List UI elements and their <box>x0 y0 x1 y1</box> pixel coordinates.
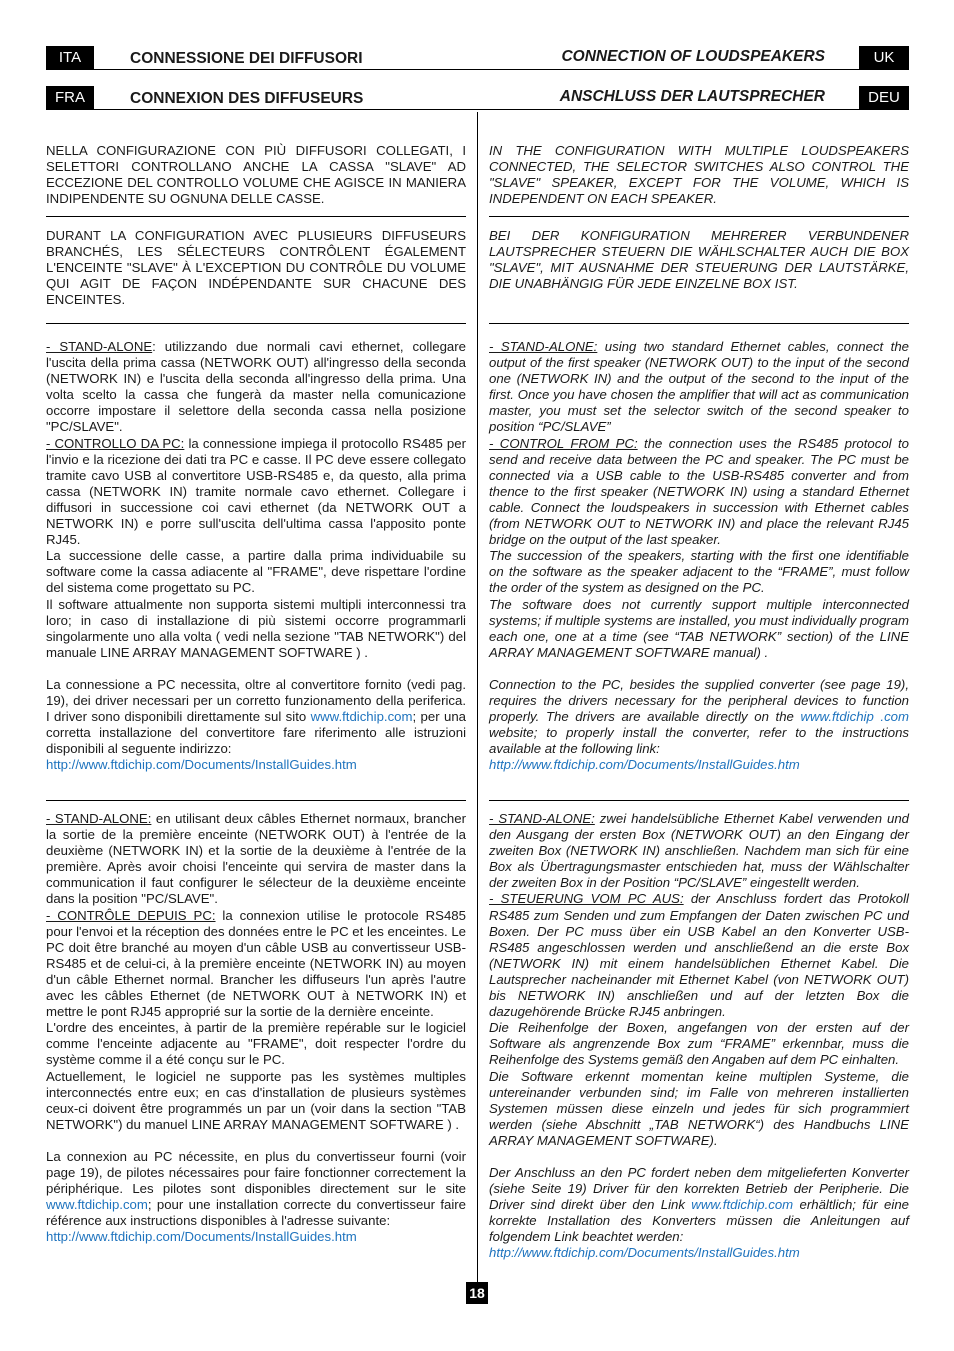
fra-drivers <box>46 1149 466 1229</box>
ita-standalone <box>46 339 466 436</box>
uk-standalone <box>489 339 909 436</box>
ita-body <box>46 339 466 773</box>
uk-multi-text: The software does not currently support multiple interconnected systems; if multiple systems are installed, you must individually program each one, one at a time (see “TAB NETWORK” section) of the LINE ARRAY MANAGEMENT SOFTWARE manual) . <box>489 596 909 660</box>
spacer <box>46 661 466 677</box>
fra-pc-control <box>46 908 466 1021</box>
ita-drivers <box>46 677 466 757</box>
deu-pc-control <box>489 891 909 1020</box>
uk-drivers <box>489 677 909 757</box>
fra-multi-text: Actuellement, le logiciel ne supporte pas les systèmes multiples interconnectés entre eux; en cas d'installation de plusieurs systèmes ceux-ci doivent être programmés un par un (voir dans la section "TAB NETWORK") du manuel LINE ARRAY MANAGEMENT SOFTWARE ) . <box>46 1068 466 1132</box>
uk-site-link[interactable]: www.ftdichip .com <box>800 709 909 725</box>
column-divider <box>477 112 478 1302</box>
ita-pc-text: la connessione impiega il protocollo RS485 per l'invio e la ricezione dei dati tra PC e casse. Il PC deve essere collegato tramite cavo USB al convertitore USB-RS485 e, da questo, alla prima cassa (NETWORK IN) tramite normale cavo ethernet. Collegare i diffusori in successione coi cavi ethernet (da NETWORK OUT a NETWORK IN) e porre sull'uscita dell'ultima cassa l'apposito ponte RJ45. <box>46 435 466 548</box>
uk-intro-text: IN THE CONFIGURATION WITH MULTIPLE LOUDSPEAKERS CONNECTED, THE SELECTOR SWITCHES ALSO CONTROL THE "SLAVE" SPEAKER, EXCEPT FOR THE VOLUME, WHICH IS INDEPENDENT ON EACH SPEAKER. <box>489 143 909 207</box>
deu-standalone-text: zwei handelsübliche Ethernet Kabel verwenden und den Ausgang der ersten Box (NETWORK OUT) an den Eingang der zweiten Box (NETWORK IN) anschließen. Nachdem man sich für eine Box als Übertragungsmaster entschieden hat, muss der Wählschalter der zweiten Box in der Position “PC/SLAVE” eingestellt werden. <box>489 811 909 891</box>
uk-standalone-label: - STAND-ALONE: <box>489 339 598 354</box>
ita-pc-label: - CONTROLLO DA PC: <box>46 435 185 451</box>
deu-multi-text: Die Software erkennt momentan keine multiplen Systeme, die untereinander verbunden sind; im Falle von mehreren installierten Systemen müssen diese einzeln und jedes für sich programmiert werden (siehe Abschnitt „TAB NETWORK“) des Handbuchs LINE ARRAY MANAGEMENT SOFTWARE). <box>489 1068 909 1148</box>
fra-standalone-label: - STAND-ALONE: <box>46 811 152 826</box>
lang-tag-fra: FRA <box>46 86 94 110</box>
header-rule <box>46 69 909 70</box>
ita-site-link[interactable]: www.ftdichip.com <box>310 709 413 725</box>
separator <box>46 800 466 801</box>
uk-body <box>489 339 909 773</box>
uk-order-text: The succession of the speakers, starting with the first one identifiable on the software as the speaker adjacent to the “FRAME”, must follow the order of the system as designed on the PC. <box>489 548 909 596</box>
fra-order-text: L'ordre des enceintes, à partir de la première repérable sur le logiciel comme l'enceinte adjacente au "FRAME", doit respecter l'ordre du système comme il a été conçu sur le PC. <box>46 1020 466 1068</box>
deu-drivers-text-2: erhältlich; für eine korrekte Installation des Konverters müssen die Anleitungen auf folgendem Link beachtet werden: <box>489 1197 909 1245</box>
ita-url-link[interactable]: http://www.ftdichip.com/Documents/InstallGuides.htm <box>46 757 357 773</box>
ita-drivers-text-2: ; per una corretta installazione del convertitore fare riferimento alle istruzioni disponibili al seguente indirizzo: <box>46 709 467 757</box>
uk-url-link[interactable]: http://www.ftdichip.com/Documents/InstallGuides.htm <box>489 757 800 773</box>
fra-url-link[interactable]: http://www.ftdichip.com/Documents/InstallGuides.htm <box>46 1229 357 1245</box>
deu-pc-label: - STEUERUNG VOM PC AUS: <box>489 891 684 907</box>
ita-intro-text: NELLA CONFIGURAZIONE CON PIÙ DIFFUSORI COLLEGATI, I SELETTORI CONTROLLANO ANCHE LA CASSA "SLAVE" AD ECCEZIONE DEL CONTROLLO VOLUME CHE AGISCE IN MANIERA INDIPENDENTE SU OGNUNA DELLE CASSE. <box>46 143 466 207</box>
deu-drivers <box>489 1165 909 1245</box>
ita-intro <box>46 143 466 207</box>
deu-intro <box>489 228 909 292</box>
ita-multi-text: Il software attualmente non supporta sistemi multipli interconnessi tra loro; in caso di installazione di più sistemi occorre programmarli singolarmente uno alla volta ( vedi nella sezione "TAB NETWORK") del manuale LINE ARRAY MANAGEMENT SOFTWARE ) . <box>46 596 466 660</box>
title-fra: CONNEXION DES DIFFUSEURS <box>130 90 364 107</box>
deu-body <box>489 811 909 1262</box>
deu-standalone <box>489 811 909 891</box>
uk-drivers-text: Connection to the PC, besides the supplied converter (see page 19), requires the drivers necessary for the peripheral devices to function properly. The drivers are available directly on the <box>489 676 909 725</box>
title-deu: ANSCHLUSS DER LAUTSPRECHER <box>559 88 825 105</box>
separator <box>46 216 466 217</box>
fra-pc-text: la connexion utilise le protocole RS485 pour l'envoi et la réception des données entre le PC et les enceintes. Le PC doit être branché au moyen d'un câble USB au convertisseur USB-RS485 et de celui-ci, à la première enceinte (NETWORK IN) au moyen d'un câble Ethernet normal. Brancher les diffuseurs l'un après l'autre avec les câbles Ethernet (de NETWORK OUT à NETWORK IN) et mettre le pont RJ45 approprié sur la sortie de la dernière enceinte. <box>46 907 466 1020</box>
deu-site-link[interactable]: www.ftdichip.com <box>691 1197 794 1213</box>
spacer <box>489 661 909 677</box>
fra-pc-label: - CONTRÔLE DEPUIS PC: <box>46 907 216 923</box>
deu-drivers-text: Der Anschluss an den PC fordert neben dem mitgelieferten Konverter (siehe Seite 19) Driver für den korrekten Betrieb der Peripherie. Die Driver sind direkt über den Link <box>489 1164 909 1213</box>
ita-pc-control <box>46 436 466 549</box>
fra-intro-text: DURANT LA CONFIGURATION AVEC PLUSIEURS DIFFUSEURS BRANCHÉS, LES SÉLECTEURS CONTRÔLENT ÉGALEMENT L'ENCEINTE "SLAVE" À L'EXCEPTION DU CONTRÔLE DU VOLUME QUI AGIT DE FAÇON INDÉPENDANTE SUR CHACUNE DES ENCEINTES. <box>46 228 466 308</box>
uk-pc-label: - CONTROL FROM PC: <box>489 435 638 451</box>
fra-site-link[interactable]: www.ftdichip.com <box>46 1197 148 1213</box>
fra-standalone-text: en utilisant deux câbles Ethernet normaux, brancher la sortie de la première enceinte (NETWORK OUT) à l'entrée de la deuxième (NETWORK IN) et la sortie de la deuxième à l'entrée de la première. Après avoir choisi l'enceinte qui servira de master dans la communication il faut configurer le sélecteur de la deuxième enceinte dans la position "PC/SLAVE". <box>46 811 466 907</box>
lang-tag-uk: UK <box>859 46 909 70</box>
ita-drivers-text: La connessione a PC necessita, oltre al convertitore fornito (vedi pag. 19), dei driver necessari per un corretto funzionamento della periferica. I driver sono disponibili direttamente sul sito <box>46 676 466 725</box>
uk-pc-text: the connection uses the RS485 protocol to send and receive data between the PC and speaker. The PC must be connected via a USB cable to the USB-RS485 converter and from thence to the first speaker (NETWORK IN) using a standard Ethernet cable. Connect the loudspeakers in succession with Ethernet cables (from NETWORK OUT to NETWORK IN) and place the relevant RJ45 bridge on the output of the last speaker. <box>489 435 909 548</box>
fra-drivers-text-2: ; pour une installation correcte du convertisseur faire référence aux instructions disponibles à l'adresse suivante: <box>46 1197 466 1229</box>
spacer <box>46 1133 466 1149</box>
lang-tag-ita: ITA <box>46 46 94 70</box>
title-ita: CONNESSIONE DEI DIFFUSORI <box>130 50 363 67</box>
fra-standalone <box>46 811 466 908</box>
deu-intro-text: BEI DER KONFIGURATION MEHRERER VERBUNDENER LAUTSPRECHER STEUERN DIE WÄHLSCHALTER AUCH DIE BOX "SLAVE", MIT AUSNAHME DER STEUERUNG DER LAUTSTÄRKE, DIE UNABHÄNGIG FÜR JEDE EINZELNE BOX IST. <box>489 228 909 292</box>
page-number: 18 <box>466 1282 488 1304</box>
fra-intro <box>46 228 466 308</box>
uk-intro <box>489 143 909 207</box>
ita-standalone-text: : utilizzando due normali cavi ethernet, collegare l'uscita della prima cassa (NETWORK OUT) all'ingresso della seconda (NETWORK IN) e l'uscita della seconda all'ingresso della prima. Una volta scelto la cassa che fungerà da master nella comunicazione occorre impostare il selettore della seconda cassa nella posizione "PC/SLAVE". <box>46 339 466 435</box>
header-row-2 <box>46 86 909 110</box>
deu-standalone-label: - STAND-ALONE: <box>489 811 595 826</box>
uk-pc-control <box>489 436 909 549</box>
fra-body <box>46 811 466 1245</box>
separator <box>489 216 909 217</box>
deu-pc-text: der Anschluss fordert das Protokoll RS485 zum Senden und zum Empfangen der Daten zwischen PC und Boxen. Der PC muss über ein USB Kabel an den Konverter USB-RS485 angeschlossen werden und anschließend an die erste Box (NETWORK IN) mit einem handelsüblichen Ethernet Kabel. Die Lautsprecher nacheinander mit Ethernet Kabel (von NETWORK OUT) bis NETWORK IN) anschließen und auf der letzten Box die dazugehörende Brücke RJ45 anbringen. <box>489 891 909 1020</box>
separator <box>489 323 909 324</box>
lang-tag-deu: DEU <box>859 86 909 110</box>
ita-order-text: La successione delle casse, a partire dalla prima individuabile su software come la cassa adiacente al "FRAME", deve rispettare l'ordine del sistema come progettato su PC. <box>46 548 466 596</box>
deu-order-text: Die Reihenfolge der Boxen, angefangen von der ersten auf der Software als angrenzende Box zum “FRAME” erkennbar, muss die Reihenfolge des Systems gemäß den Angaben auf dem PC einhalten. <box>489 1020 909 1068</box>
deu-url-link[interactable]: http://www.ftdichip.com/Documents/InstallGuides.htm <box>489 1245 800 1261</box>
uk-standalone-text: using two standard Ethernet cables, connect the output of the first speaker (NETWORK OUT) to the input of the second one (NETWORK IN) and the output of the second to the input of the first. Once you have chosen the amplifier that will act as communication master, you must set the selector switch of the second speaker to position “PC/SLAVE” <box>489 339 909 435</box>
spacer <box>489 1149 909 1165</box>
header-row-1 <box>46 46 909 70</box>
separator <box>489 800 909 801</box>
header-rule <box>46 109 909 110</box>
fra-drivers-text: La connexion au PC nécessite, en plus du convertisseur fourni (voir page 19), de pilotes nécessaires pour faire fonctionner correctement la périphérique. Les pilotes sont disponibles directement sur le site <box>46 1148 466 1197</box>
uk-drivers-text-2: website; to properly install the converter, refer to the instructions available at the following link: <box>489 725 909 757</box>
title-uk: CONNECTION OF LOUDSPEAKERS <box>561 48 825 65</box>
separator <box>46 323 466 324</box>
ita-standalone-label: - STAND-ALONE <box>46 339 153 354</box>
